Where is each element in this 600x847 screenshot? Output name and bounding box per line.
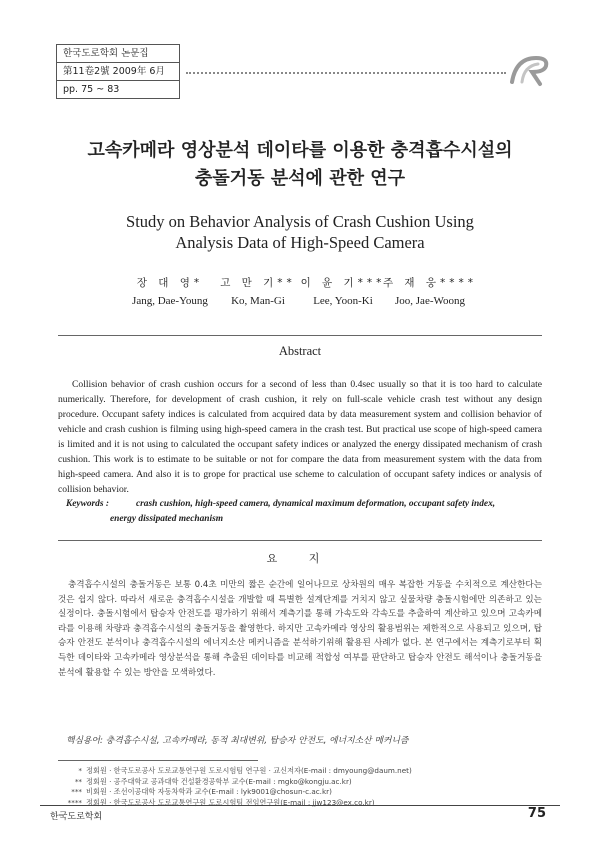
footnote-4-text: 정회원 · 한국도로공사 도로교통연구원 도로시험팀 전임연구원(E-mail : jjw123@ex.co.kr)	[86, 797, 375, 807]
author-1-english: Jang, Dae-Young	[132, 295, 208, 307]
footer-journal: 한국도로학회	[50, 812, 103, 822]
author-1	[120, 275, 220, 307]
author-3	[293, 275, 393, 307]
title-english-line1: Study on Behavior Analysis of Crash Cushion Using	[126, 212, 474, 231]
title-korean-line2: 충돌거동 분석에 관한 연구	[194, 168, 406, 189]
author-4	[380, 275, 480, 307]
footnote-2-mark: **	[74, 776, 82, 786]
title-korean-line1: 고속카메라 영상분석 데이타를 이용한 충격흡수시설의	[87, 140, 513, 161]
footnote-4	[58, 798, 542, 809]
keywords-line1: crash cushion, high-speed camera, dynamical maximum deformation, occupant safety index,	[136, 499, 496, 509]
title-english-line2: Analysis Data of High-Speed Camera	[175, 233, 425, 252]
footnote-1-mark: *	[78, 766, 82, 775]
keywords-line2: energy dissipated mechanism	[110, 514, 224, 524]
footnote-2-text: 정회원 · 공주대학교 공과대학 건설환경공학부 교수(E-mail : mgko@kongju.ac.kr)	[86, 776, 352, 786]
footer-rule	[40, 805, 560, 806]
yoji-text: 충격흡수시설의 충돌거동은 보통 0.4초 미만의 짧은 순간에 일어나므로 상차원의 매우 복잡한 거동을 수치적으로 계산한다는 것은 쉽지 않다. 따라서 새로운 충격흡수시설을 개발할 때 특별한 설계단계를 거치지 않고 실물차량 충돌시험에만 의존하고 있는 실정이다. 충돌시험에서 탑승자 안전도를 평가하기 위해서 계측기를 통해 가속도와 각속도를 추출하여 계산하고 있으며 고속카메라를 이용해 차량과 충격흡수시설의 충돌거동을 촬영한다. 하지만 고속카메라 영상의 활용범위는 제한적으로 사용되고 있으며, 탑승자 안전도 분석이나 충격흡수시설의 에너지소산 메커니즘을 분석하기위해 활용된 사례가 없다. 본 연구에서는 계측기로부터 획득한 데이타와 고속카메라 영상분석을 통해 추출된 데이타를 비교해 적합성 여부를 판단하고 탑승자 안전도 해석이나 충돌거동을 분석에 활용할 수 있는 방안을 모색하였다.	[58, 580, 542, 678]
author-2-korean: 고 만 기**	[220, 277, 296, 289]
author-4-korean: 주 재 웅****	[382, 277, 478, 289]
footnote-2	[58, 777, 542, 788]
abstract-top-rule	[58, 335, 542, 336]
journal-name: 한국도로학회 논문집	[57, 45, 179, 63]
author-1-korean: 장 대 영*	[136, 277, 204, 289]
journal-info-box	[56, 44, 180, 99]
journal-pages: pp. 75 ~ 83	[63, 84, 120, 95]
footnote-3-text: 비회원 · 조선이공대학 자동차학과 교수(E-mail : lyk9001@chosun-c.ac.kr)	[86, 787, 332, 797]
footnote-1	[58, 766, 542, 777]
core-words: 핵심용어: 충격흡수시설, 고속카메라, 동적 최대변위, 탑승자 안전도, 에너지소산 메커니즘	[66, 736, 409, 746]
footnote-3	[58, 787, 542, 798]
footnote-4-mark: ****	[67, 797, 82, 807]
dotted-divider	[186, 72, 506, 74]
footnote-3-mark: ***	[71, 787, 82, 797]
yoji-heading: 요 지	[266, 552, 334, 565]
abstract-text: Collision behavior of crash cushion occurs for a second of less than 0.4sec usually so that it is too hard to calculate numerically. Therefore, for development of crash cushion, it rely on full-scale vehicle crash test without any design procedure. Occupant safety indices is calculated from acquired data by data measurement system and collision behavior of vehicle and crash cushion is filming using high-speed camera in the crash test. But practical use scope of high-speed camera is limited and it is not using to calculated the occupant safety indices or analyzed the energy dissipated mechanism of crash cushion. This work is to estimate to be suitable or not for compare the data from measurement system with the data from high-speed camera. And also it is to grope for practical use scheme to calculation of occupant safety indices or analysis of collision behavior.	[58, 379, 542, 495]
abstract-heading: Abstract	[278, 344, 322, 358]
keywords	[66, 497, 536, 527]
footnote-1-text: 정회원 · 한국도로공사 도로교통연구원 도로시험팀 연구원 · 교신저자(E-mail : dmyoung@daum.net)	[86, 766, 412, 775]
keywords-label: Keywords :	[66, 499, 109, 509]
yoji-top-rule	[58, 540, 542, 541]
footnotes	[58, 766, 542, 808]
journal-volume: 第11卷2號 2009年 6月	[57, 63, 179, 81]
author-3-english: Lee, Yoon-Ki	[313, 295, 373, 307]
author-4-english: Joo, Jae-Woong	[395, 295, 465, 307]
page-number: 75	[527, 806, 546, 821]
author-3-korean: 이 윤 기***	[300, 277, 386, 289]
footnote-rule	[58, 760, 258, 761]
journal-logo-icon	[506, 52, 552, 88]
author-2-english: Ko, Man-Gi	[231, 295, 285, 307]
